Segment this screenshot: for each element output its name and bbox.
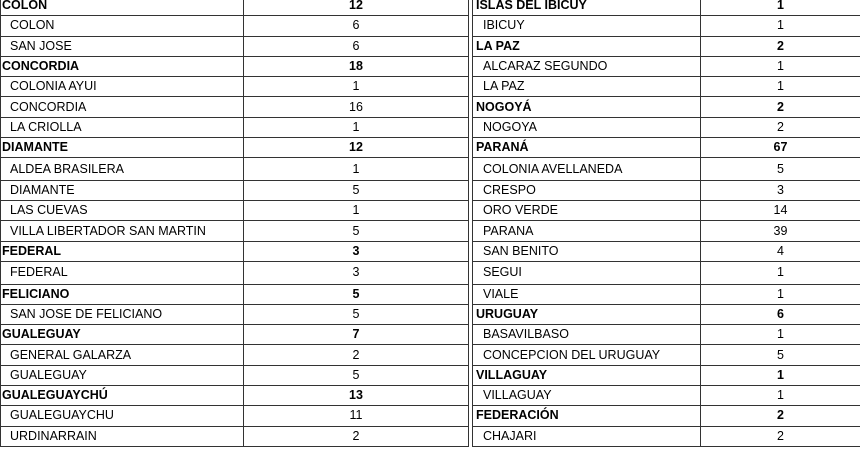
- locality-count-cell: 1: [701, 56, 860, 76]
- department-name-cell: FELICIANO: [1, 284, 244, 304]
- department-count-cell: 13: [244, 386, 469, 406]
- table-row: [1, 365, 860, 385]
- table-row: [1, 180, 860, 200]
- locality-name-cell: COLONIA AVELLANEDA: [473, 158, 701, 181]
- department-name-cell: NOGOYÁ: [473, 97, 701, 117]
- locality-name-cell: COLON: [1, 16, 244, 36]
- table-row: [1, 117, 860, 137]
- table-row: [1, 304, 860, 324]
- table-row: [1, 56, 860, 76]
- department-count-cell: 18: [244, 56, 469, 76]
- locality-name-cell: COLONIA AYUI: [1, 77, 244, 97]
- locality-name-cell: FEDERAL: [1, 262, 244, 285]
- locality-name-cell: ORO VERDE: [473, 201, 701, 221]
- locality-count-cell: 2: [701, 426, 860, 446]
- table-row: [1, 386, 860, 406]
- table-row: [1, 138, 860, 158]
- locality-count-cell: 1: [244, 117, 469, 137]
- locality-name-cell: LA PAZ: [473, 77, 701, 97]
- locality-name-cell: URDINARRAIN: [1, 426, 244, 446]
- department-name-cell: DIAMANTE: [1, 138, 244, 158]
- locality-name-cell: LAS CUEVAS: [1, 201, 244, 221]
- locality-name-cell: GENERAL GALARZA: [1, 345, 244, 365]
- locality-count-cell: 5: [701, 345, 860, 365]
- department-count-cell: 2: [701, 406, 860, 426]
- locality-count-cell: 1: [701, 77, 860, 97]
- locality-name-cell: SEGUI: [473, 262, 701, 285]
- locality-name-cell: CHAJARI: [473, 426, 701, 446]
- locality-count-cell: 1: [701, 262, 860, 285]
- locality-name-cell: SAN BENITO: [473, 241, 701, 261]
- department-count-cell: 2: [701, 97, 860, 117]
- locality-count-cell: 11: [244, 406, 469, 426]
- department-count-cell: 5: [244, 284, 469, 304]
- locality-count-cell: 1: [701, 16, 860, 36]
- locality-name-cell: VIALE: [473, 284, 701, 304]
- locality-count-cell: 14: [701, 201, 860, 221]
- department-name-cell: FEDERAL: [1, 241, 244, 261]
- locality-name-cell: SAN JOSE DE FELICIANO: [1, 304, 244, 324]
- locality-name-cell: CONCEPCION DEL URUGUAY: [473, 345, 701, 365]
- table-row: [1, 36, 860, 56]
- locality-name-cell: SAN JOSE: [1, 36, 244, 56]
- table-row: [1, 345, 860, 365]
- locality-count-cell: 6: [244, 36, 469, 56]
- locality-count-cell: 3: [701, 180, 860, 200]
- table-row: [1, 158, 860, 181]
- department-count-cell: 6: [701, 304, 860, 324]
- locality-name-cell: GUALEGUAY: [1, 365, 244, 385]
- locality-name-cell: ALDEA BRASILERA: [1, 158, 244, 181]
- table-row: [1, 284, 860, 304]
- department-count-cell: 67: [701, 138, 860, 158]
- department-count-cell: 1: [701, 0, 860, 16]
- department-count-cell: 12: [244, 0, 469, 16]
- locality-count-cell: 1: [701, 386, 860, 406]
- locality-count-cell: 1: [244, 77, 469, 97]
- locality-name-cell: VILLA LIBERTADOR SAN MARTIN: [1, 221, 244, 241]
- locality-count-cell: 5: [244, 304, 469, 324]
- locality-count-cell: 5: [244, 221, 469, 241]
- department-count-cell: 1: [701, 365, 860, 385]
- department-name-cell: CONCORDIA: [1, 56, 244, 76]
- locality-name-cell: IBICUY: [473, 16, 701, 36]
- locality-count-cell: 2: [244, 426, 469, 446]
- table-row: [1, 426, 860, 446]
- locality-name-cell: CONCORDIA: [1, 97, 244, 117]
- table-row: [1, 201, 860, 221]
- locality-count-cell: 2: [244, 345, 469, 365]
- locality-count-cell: 5: [244, 365, 469, 385]
- department-name-cell: ISLAS DEL IBICUY: [473, 0, 701, 16]
- locality-count-cell: 6: [244, 16, 469, 36]
- table-row: [1, 221, 860, 241]
- locality-name-cell: VILLAGUAY: [473, 386, 701, 406]
- cases-table-body: [1, 0, 860, 446]
- department-count-cell: 3: [244, 241, 469, 261]
- department-name-cell: PARANÁ: [473, 138, 701, 158]
- department-name-cell: VILLAGUAY: [473, 365, 701, 385]
- table-row: [1, 0, 860, 16]
- locality-name-cell: BASAVILBASO: [473, 325, 701, 345]
- locality-count-cell: 5: [701, 158, 860, 181]
- department-name-cell: GUALEGUAY: [1, 325, 244, 345]
- locality-count-cell: 1: [701, 325, 860, 345]
- department-name-cell: FEDERACIÓN: [473, 406, 701, 426]
- locality-count-cell: 16: [244, 97, 469, 117]
- department-name-cell: URUGUAY: [473, 304, 701, 324]
- locality-name-cell: NOGOYA: [473, 117, 701, 137]
- locality-name-cell: PARANA: [473, 221, 701, 241]
- locality-count-cell: 1: [701, 284, 860, 304]
- locality-count-cell: 4: [701, 241, 860, 261]
- locality-count-cell: 3: [244, 262, 469, 285]
- locality-count-cell: 5: [244, 180, 469, 200]
- table-row: [1, 16, 860, 36]
- department-count-cell: 2: [701, 36, 860, 56]
- locality-count-cell: 39: [701, 221, 860, 241]
- department-name-cell: COLON: [1, 0, 244, 16]
- department-count-cell: 12: [244, 138, 469, 158]
- department-count-cell: 7: [244, 325, 469, 345]
- department-name-cell: GUALEGUAYCHÚ: [1, 386, 244, 406]
- table-row: [1, 97, 860, 117]
- locality-name-cell: CRESPO: [473, 180, 701, 200]
- table-row: [1, 406, 860, 426]
- locality-name-cell: DIAMANTE: [1, 180, 244, 200]
- department-name-cell: LA PAZ: [473, 36, 701, 56]
- locality-count-cell: 2: [701, 117, 860, 137]
- table-row: [1, 77, 860, 97]
- table-row: [1, 241, 860, 261]
- locality-count-cell: 1: [244, 158, 469, 181]
- locality-name-cell: LA CRIOLLA: [1, 117, 244, 137]
- locality-count-cell: 1: [244, 201, 469, 221]
- table-row: [1, 262, 860, 285]
- locality-name-cell: ALCARAZ SEGUNDO: [473, 56, 701, 76]
- table-row: [1, 325, 860, 345]
- locality-name-cell: GUALEGUAYCHU: [1, 406, 244, 426]
